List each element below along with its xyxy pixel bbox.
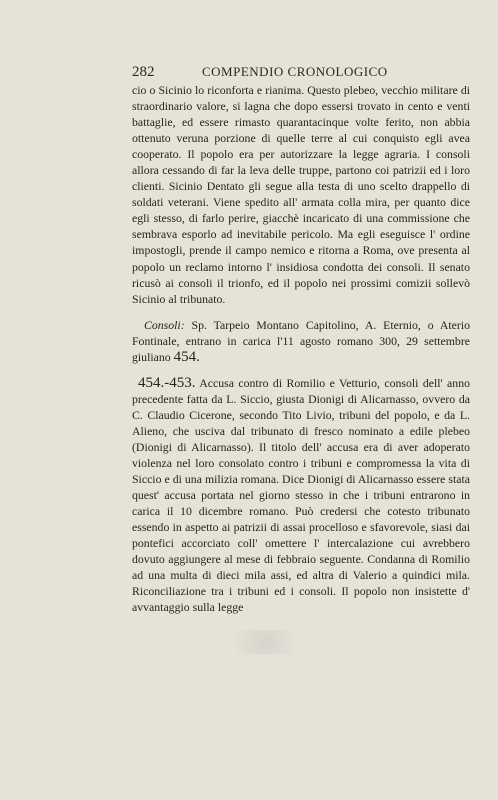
page-header [132, 62, 470, 82]
running-head: COMPENDIO CRONOLOGICO [202, 64, 388, 79]
page-body [132, 82, 470, 616]
paragraph-consoli [132, 317, 470, 365]
paper-stain [220, 630, 310, 654]
paragraph-sicinio: cio o Sicinio lo riconforta e rianima. Questo plebeo, vecchio militare di straordinario valore, si lagna che dopo essersi trovato in cento e venti battaglie, ed essere rimasto quarantacinque volte ferito, non abbia ottenuto veruna porzione di quelle terre al cui conquisto egli avea cooperato. Il popolo era per autorizzare la legge agraria. I consoli allora cessando di far la leva delle truppe, partono coi patrizii ed i loro clienti. Sicinio Dentato gli segue alla testa di uno scelto drappello di soldati veterani. Viene spedito all' armata colla mira, per quanto dice egli stesso, di farlo perire, giacchè incaricato di una commissione che sembrava esporlo ad inevitabile pericolo. Ma egli eseguisce l' ordine impostogli, prende il campo nemico e ritorna a Roma, ove presenta al popolo un reclamo intorno l' insidiosa condotta dei consoli. Il senato ricusò ai consoli il trionfo, ed il popolo nei prossimi comizii sollevò Sicinio al tribunato. [132, 83, 470, 306]
page-number: 282 [132, 64, 155, 80]
paragraph-accusa [132, 375, 470, 616]
accusa-text: Accusa contro di Romilio e Vetturio, consoli dell' anno precedente fatta da L. Siccio, giusta Dionigi di Alicarnasso, ovvero da C. Claudio Cicerone, secondo Tito Livio, tribuni del popolo, e da L. Alieno, che usciva dal tribunato di fresco nominato a edile plebeo (Dionigi di Alicarnasso). Il titolo dell' accusa era di aver adoperato violenza nel loro consolato contro i tribuni e compromessa la vita di Siccio e di una milizia romana. Dice Dionigi di Alicarnasso essere stata quest' accusa portata nel giorno stesso in che i tribuni entrarono in carica il 10 dicembre romano. Può credersi che cotesto tribunato essendo in aspetto ai patrizii di assai procelloso e sfavorevole, siasi dai pontefici accorciato coll' omettere l' intercalazione cui avrebbero dovuto aggiungere al mese di febbraio seguente. Condanna di Romilio ad una multa di dieci mila assi, ed altra di Valerio a quindici mila. Riconciliazione tra i tribuni ed i consoli. Il popolo non insistette d' avvantaggio sulla legge [132, 375, 470, 615]
consoli-text: Sp. Tarpeio Montano Capitolino, A. Eternio, o Aterio Fontinale, entrano in carica l'11 agosto romano 300, 29 settembre giuliano [132, 317, 470, 364]
consoli-year: 454. [173, 348, 200, 365]
consoli-label: Consoli: [144, 317, 185, 332]
entry-years: 454.-453. [138, 374, 196, 391]
